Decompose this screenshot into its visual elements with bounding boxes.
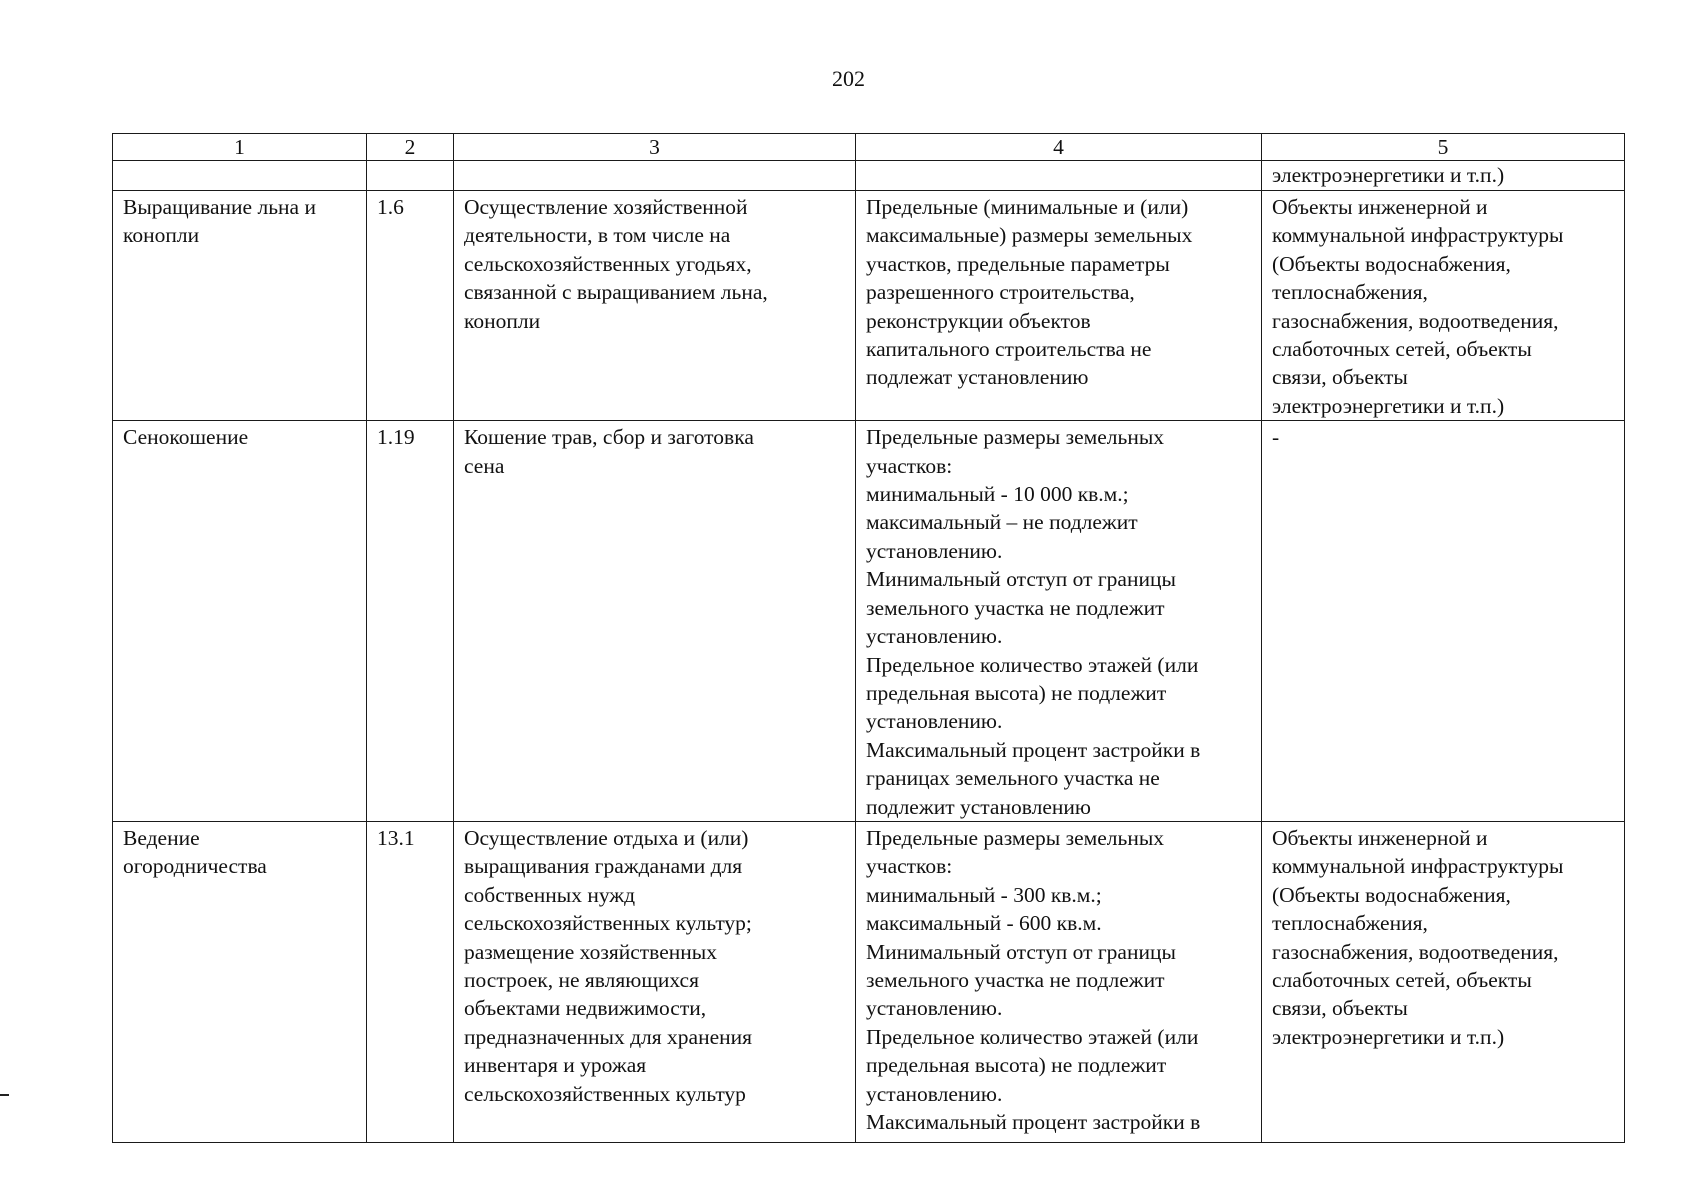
land-use-code: 1.19 [367, 421, 454, 822]
column-number-1: 1 [113, 134, 367, 161]
land-use-code: 1.6 [367, 191, 454, 421]
continuation-cell-3 [454, 161, 856, 191]
continuation-cell-4 [856, 161, 1262, 191]
table-header-row [113, 134, 1625, 161]
table-row [113, 821, 1625, 1142]
column-number-5: 5 [1262, 134, 1625, 161]
land-use-type: Выращивание льна и конопли [113, 191, 367, 421]
allowed-objects: Объекты инженерной и коммунальной инфраструктуры (Объекты водоснабжения, теплоснабжения, газоснабжения, водоотведения, слаботочных сетей, объекты связи, объекты электроэнергетики и т.п.) [1262, 191, 1625, 421]
land-use-type: Сенокошение [113, 421, 367, 822]
land-use-description: Кошение трав, сбор и заготовка сена [454, 421, 856, 822]
table-row [113, 191, 1625, 421]
continuation-cell-1 [113, 161, 367, 191]
allowed-objects: - [1262, 421, 1625, 822]
construction-parameters: Предельные (минимальные и (или) максимальные) размеры земельных участков, предельные параметры разрешенного строительства, реконструкции объектов капитального строительства не подлежат установлению [856, 191, 1262, 421]
land-use-description: Осуществление отдыха и (или) выращивания гражданами для собственных нужд сельскохозяйственных культур; размещение хозяйственных построек, не являющихся объектами недвижимости, предназначенных для хранения инвентаря и урожая сельскохозяйственных культур [454, 821, 856, 1142]
land-use-table [112, 133, 1625, 1143]
construction-parameters: Предельные размеры земельных участков: минимальный - 10 000 кв.м.; максимальный – не подлежит установлению. Минимальный отступ от границы земельного участка не подлежит установлению. Предельное количество этажей (или предельная высота) не подлежит установлению. Максимальный процент застройки в границах земельного участка не подлежит установлению [856, 421, 1262, 822]
table-row [113, 421, 1625, 822]
continuation-cell-5: электроэнергетики и т.п.) [1262, 161, 1625, 191]
margin-mark [0, 1094, 9, 1096]
page-number: 202 [832, 66, 865, 91]
column-number-3: 3 [454, 134, 856, 161]
allowed-objects: Объекты инженерной и коммунальной инфраструктуры (Объекты водоснабжения, теплоснабжения, газоснабжения, водоотведения, слаботочных сетей, объекты связи, объекты электроэнергетики и т.п.) [1262, 821, 1625, 1142]
construction-parameters: Предельные размеры земельных участков: минимальный - 300 кв.м.; максимальный - 600 кв.м. Минимальный отступ от границы земельного участка не подлежит установлению. Предельное количество этажей (или предельная высота) не подлежит установлению. Максимальный процент застройки в [856, 821, 1262, 1142]
land-use-description: Осуществление хозяйственной деятельности, в том числе на сельскохозяйственных угодьях, связанной с выращиванием льна, конопли [454, 191, 856, 421]
land-use-type: Ведение огородничества [113, 821, 367, 1142]
land-use-code: 13.1 [367, 821, 454, 1142]
column-number-4: 4 [856, 134, 1262, 161]
continuation-cell-2 [367, 161, 454, 191]
column-number-2: 2 [367, 134, 454, 161]
continuation-row [113, 161, 1625, 191]
